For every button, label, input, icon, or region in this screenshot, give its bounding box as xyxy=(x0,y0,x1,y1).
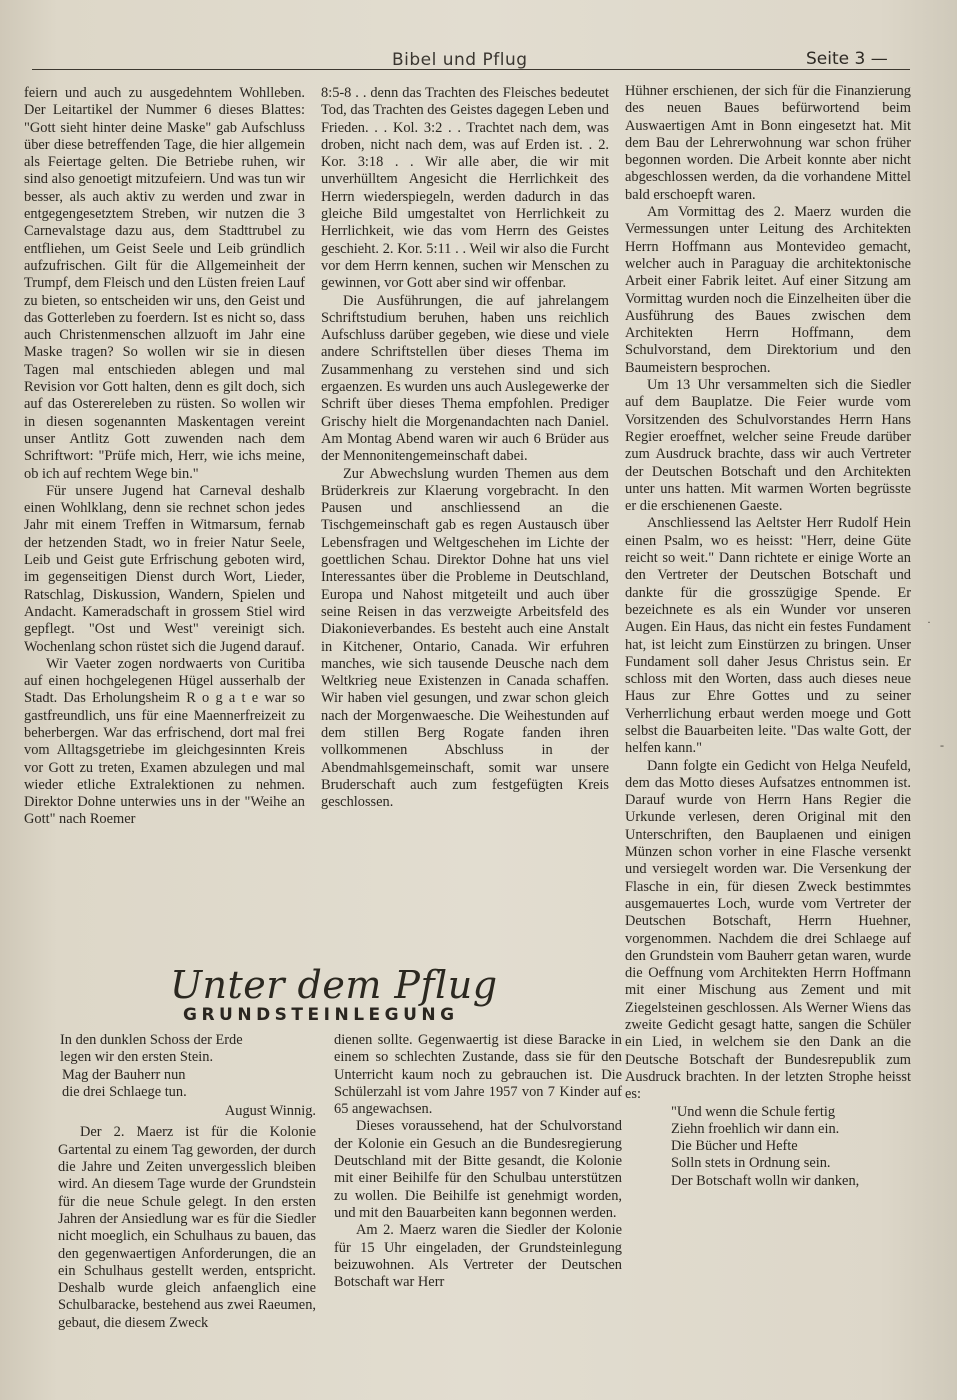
paragraph: Am Vormittag des 2. Maerz wurden die Vermessungen unter Leitung des Architekten Herrn Hoffmann aus Montevideo gemacht, welcher auch in Paraguay die architektonische Arbeit einer Fabrik leitet. Auf einer Sitzung am Vormittag wurden noch die Einzelheiten über die Ausführung des Baues zwischen dem Architekten Herrn Hoffmann, dem Schulvorstand, dem Direktorium und den Baumeistern besprochen. xyxy=(625,204,911,376)
paragraph: dienen sollte. Gegenwaertig ist diese Baracke in einem so schlechten Zustande, dass sie für den Unterricht kaum noch zu gebrauchen ist. Die Schülerzahl ist vom Jahre 1957 von 7 Kinder auf 65 angewachsen. xyxy=(334,1032,622,1118)
margin-dot-mark: · xyxy=(927,615,931,629)
paragraph: Hühner erschienen, der sich für die Finanzierung des neuen Baues befürwortend beim Auswaertigen Amt in Bonn eingesetzt hat. Mit dem Bau der Lehrerwohnung war schon früher begonnen worden. Die Arbeit konnte aber nicht abgeschlossen werden, da die vorhandene Mittel bald erschoepft waren. xyxy=(625,83,911,203)
paragraph: Anschliessend las Aeltster Herr Rudolf Hein einen Psalm, wo es heisst: "Herr, deine Güte reicht so weit." Dann richtete er einige Worte an den Vertreter der Deutschen Botschaft und dankte für die grosszügige Spende. Er bezeichnete es als ein Wunder vor unseren Augen. Ein Haus, das nicht ein festes Fundament hat, ist leicht zum Einstürzen zu bringen. Unser Fundament soll daher Jesus Christus sein. Er schloss mit den Worten, dass auch dieses neue Haus zur Ehre Gottes und zu seiner Verherrlichung erbaut werden moege und Gott selbst die Bauarbeiten leite. "Das walte Gott, der helfen kann." xyxy=(625,515,911,757)
poem-line: legen wir den ersten Stein. xyxy=(60,1049,214,1066)
article-column-4 xyxy=(58,1032,316,1332)
paragraph: Um 13 Uhr versammelten sich die Siedler auf dem Bauplatze. Die Feier wurde vom Vorsitzenden des Schulvorstandes Herrn Hans Regier eroeffnet, welcher seine Freude darüber zum Ausdruck brachte, dass wir auch Vertreter der Deutschen Botschaft und den Architekten unter uns hatten. Mit warmen Worten begrüsste er die erschienenen Gaeste. xyxy=(625,377,911,515)
paragraph: Zur Abwechslung wurden Themen aus dem Brüderkreis zur Klaerung vorgebracht. In den Pausen und anschliessend an die Tischgemeinschaft gab es regen Austausch über Lebensfragen und Weltgeschehen im Lichte der goettlichen Schau. Direktor Dohne hat uns viel Interessantes über die Probleme in Deutschland, Europa und Nahost mitgeteilt und auch über seine Reisen in das verzweigte Arbeitsfeld des Diakonieverbandes. Es besteht auch eine Anstalt in Kitchener, Ontario, Canada. Wir erfuhren manches, wie sich tausende Deusche nach dem Weltkrieg neue Existenzen in Canada schaffen. Wir haben viel gesungen, und zwar schon gleich nach der Morgenwaesche. Die Weihestunden auf dem stillen Berg Rogate fanden ihren vollkommenen Abschluss in der Abendmahlsgemeinschaft, somit war unsere Bruderschaft auch zum festgefügten Kreis geschlossen. xyxy=(321,465,609,811)
paragraph: feiern und auch zu ausgedehntem Wohlleben. Der Leitartikel der Nummer 6 dieses Blattes: "Gott sieht hinter deine Maske" gab Aufschluss über diese betreffenden Tage, die hier allgemein als Feiertage gelten. Die Betriebe ruhen, wir sind also genoetigt mitzufeiern. Und was tun wir besser, als auch aktiv zu werden und zwar in entgegengesetztem Streben, wir nutzen die 3 Carnevalstage dazu aus, dem Stadttrubel zu entfliehen, um Geist Seele und Leib gründlich aufzufrischen. Gilt für die Allgemeinheit der Trumpf, dem Fleisch und den Lüsten freien Lauf zu bieten, so entscheiden wir uns, den Geist und das Gotterleben zu foerdern. Ist es nicht so, dass auch Christenmenschen allzuoft im Jahr eine Maske tragen? So wollen wir sie in diesen Tagen mal entschieden ablegen und mal Revision vor Gott halten, denn es gilt doch, sich auf das Osterereleben zu rüsten. So wollen wir in diesen sogenannten Maskentagen vereint unser Antlitz Gott zuwenden nach dem Schriftwort: "Prüfe mich, Herr, wie ichs meine, ob ich auf rechtem Wege bin." xyxy=(24,85,305,482)
paragraph: 8:5-8 . . denn das Trachten des Fleisches bedeutet Tod, das Trachten des Geistes dagegen Leben und Frieden. . . Kol. 3:2 . . Trachtet nach dem, was droben, nicht nach dem, was auf Erden ist. . 2. Kor. 3:18 . . Wir alle aber, die wir mit unverhülltem Angesicht die Herrlichkeit des Herrn wiederspiegeln, werden dadurch in das gleiche Bild umgestaltet von Herrlichkeit zu Herrlichkeit, wie das vom Herrn des Geistes geschieht. 2. Kor. 5:11 . . Weil wir also die Furcht vor dem Herrn kennen, suchen wir Menschen zu gewinnen, vor Gott aber sind wir offenbar. xyxy=(321,85,609,292)
paragraph: Der 2. Maerz ist für die Kolonie Gartental zu einem Tag geworden, der durch die Jahre und Zeiten unvergesslich bleiben wird. An diesem Tage wurde der Grundstein für die neue Schule gelegt. In den ersten Jahren der Ansiedlung war es für die Siedler nicht moeglich, ein Schulhaus zu bauen, das den gegenwaertigen Anforderungen, die an ein Schulhaus gestellt werden, entspricht. Deshalb wurde gleich anfaenglich eine Schulbaracke, bestehend aus zwei Raeumen, gebaut, die diesem Zweck xyxy=(58,1124,316,1331)
poem-line: Mag der Bauherr nun xyxy=(62,1066,186,1083)
paragraph: Am 2. Maerz waren die Siedler der Kolonie für 15 Uhr eingeladen, der Grundsteinlegung beizuwohnen. Als Vertreter der Deutschen Botschaft war Herr xyxy=(334,1222,622,1291)
paragraph: Dann folgte ein Gedicht von Helga Neufeld, dem das Motto dieses Aufsatzes entnommen ist. Darauf wurde von Herrn Hans Regier die Urkunde verlesen, deren Original mit den Unterschriften, den Bauplaenen und einigen Münzen schon vorher in eine Flasche versenkt und versiegelt worden war. Die Versenkung der Flasche in ein, für diesen Zweck bestimmtes ausgemauertes Loch, wurde vom Vertreter der Deutschen Botschaft, Herrn Huehner, vorgenommen. Nachdem die drei Schlaege auf den Grundstein vom Bauherr getan waren, wurde die Oeffnung vom Architekten Herrn Hoffmann mit einer Mischung aus Zement und mit Ziegelsteinen geschlossen. Als Werner Wiens das zweite Gedicht gesagt hatte, sangen die Schüler ein Lied, in welchem sie den Dank an die Deutsche Botschaft der Bundesrepublik zum Ausdruck brachten. In der letzten Strophe heisst es: xyxy=(625,757,911,1103)
paragraph: Die Ausführungen, die auf jahrelangem Schriftstudium beruhen, haben uns reichlich Aufschluss darüber gegeben, wie diese und viele andere Schriftstellen über dieses Thema im Zusammenhang zu verstehen sind und sich ergaenzen. Es wurden uns auch Auslegewerke der Schrift über dieses Thema empfohlen. Prediger Grischy hielt die Morgenandachten nach Daniel. Am Montag Abend waren wir auch 6 Brüder aus der Mennonitengemeinschaft dabei. xyxy=(321,292,609,465)
page-number: Seite 3 — xyxy=(806,49,888,69)
running-header xyxy=(0,46,957,76)
verse-line: Die Bücher und Hefte xyxy=(671,1138,798,1155)
poem-line: die drei Schlaege tun. xyxy=(62,1083,187,1100)
header-rule xyxy=(32,69,910,70)
epigraph-poem xyxy=(58,1032,316,1120)
paragraph: Dieses voraussehend, hat der Schulvorstand der Kolonie ein Gesuch an die Bundesregierung Deutschland mit der Bitte gesandt, die Kolonie mit einer Beihilfe für den Schulbau unterstützen zu wollen. Die Beihilfe ist genehmigt worden, und mit den Bauarbeiten kann begonnen werden. xyxy=(334,1118,622,1221)
paragraph: Für unsere Jugend hat Carneval deshalb einen Wohlklang, denn sie rechnet schon jedes Jahr mit einem Treffen in Witmarsum, fernab der hetzenden Stadt, wo in freier Natur Seele, Leib und Geist gute Erfrischung geboten wird, im gegenseitigen Dienst durch Wort, Lieder, Ratschlag, Diskussion, Wandern, Spielen und Andacht. Kameradschaft in grossem Stiel wird gepflegt. "Ost und West" vereinigt sich. Wochenlang schon rüstet sich die Jugend darauf. xyxy=(24,482,305,655)
song-verse xyxy=(671,1104,911,1190)
article-column-2 xyxy=(321,85,609,811)
section-subtitle: GRUNDSTEINLEGUNG xyxy=(183,1005,459,1025)
verse-line: Der Botschaft wolln wir danken, xyxy=(671,1172,860,1189)
verse-line: "Und wenn die Schule fertig xyxy=(671,1103,836,1120)
publication-title: Bibel und Pflug xyxy=(392,50,528,70)
section-script-title: Unter dem Pflug xyxy=(170,963,498,1007)
paragraph: Wir Vaeter zogen nordwaerts von Curitiba auf einen hochgelegenen Hügel ausserhalb der Stadt. Das Erholungsheim R o g a t e war so gastfreundlich, uns für eine Maennerfreizeit zu beherbergen. War das erfrischend, dort mal frei vom Alltagsgetriebe im gleichgesinnten Kreis vor Gott zu treten, Examen abzulegen und mal wieder etliche Extralektionen zu nehmen. Direktor Dohne unterwies uns in der "Weihe an Gott" nach Roemer xyxy=(24,655,305,828)
article-column-3 xyxy=(625,83,911,1190)
poem-line: In den dunklen Schoss der Erde xyxy=(60,1032,243,1048)
article-column-5 xyxy=(334,1032,622,1291)
verse-line: Ziehn froehlich wir dann ein. xyxy=(671,1120,840,1137)
article-column-1 xyxy=(24,85,305,829)
verse-line: Solln stets in Ordnung sein. xyxy=(671,1155,831,1172)
poem-author: August Winnig. xyxy=(224,1103,316,1120)
margin-dot-mark: - xyxy=(940,738,944,752)
